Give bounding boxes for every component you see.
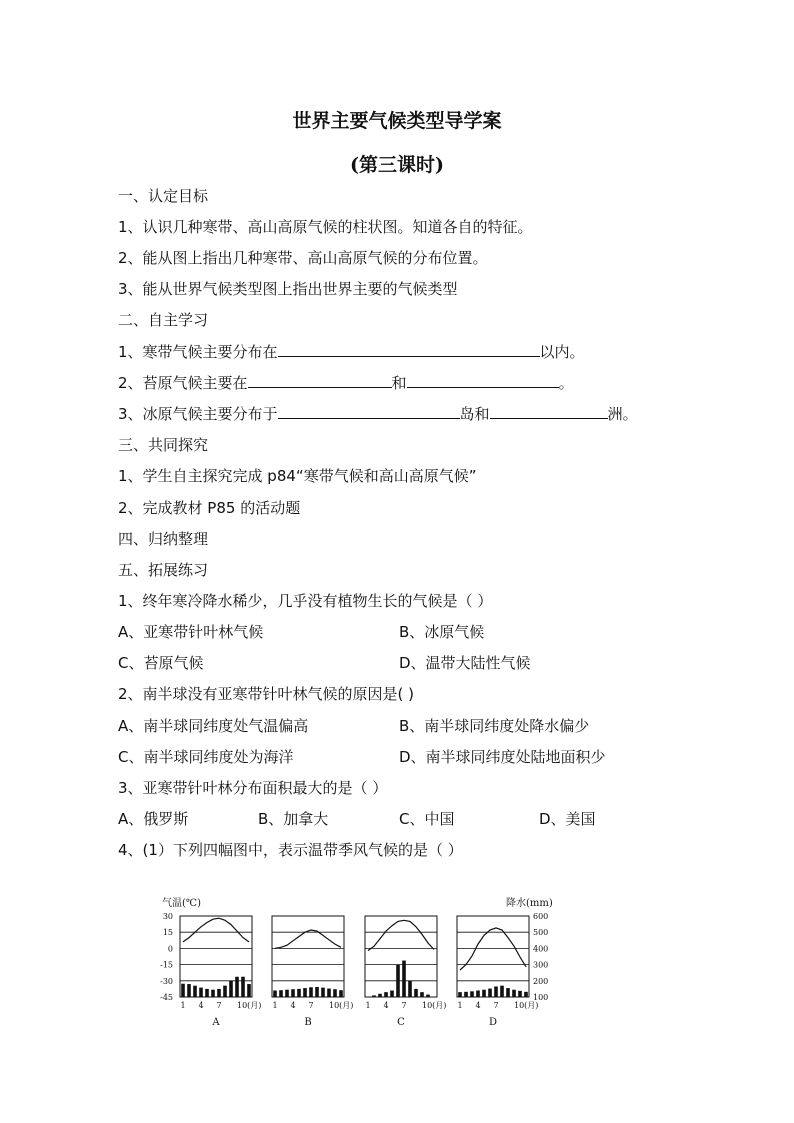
precip-bar <box>241 977 245 997</box>
precip-bar <box>285 990 289 997</box>
precip-bar <box>476 991 480 997</box>
chart-frame <box>457 916 529 997</box>
precip-bar <box>193 986 197 997</box>
precip-bar <box>426 995 430 997</box>
chart-frame <box>365 916 437 997</box>
option-c[interactable]: C、南半球同纬度处为海洋 <box>118 748 294 766</box>
question-text: 2、苔原气候主要在 <box>118 374 248 392</box>
precip-bar <box>205 989 209 997</box>
month-tick-label: 10(月) <box>237 1001 262 1010</box>
precip-bar <box>482 990 486 997</box>
month-tick-label: 1 <box>365 1001 371 1010</box>
objective-item: 1、认识几种寒带、高山高原气候的柱状图。知道各自的特征。 <box>118 218 533 236</box>
option-d[interactable]: D、美国 <box>539 810 596 828</box>
temperature-line <box>460 928 526 970</box>
month-tick-label: 7 <box>216 1001 222 1010</box>
temp-tick-label: -15 <box>160 960 173 970</box>
answer-blank[interactable] <box>490 404 608 419</box>
fill-question <box>118 342 585 362</box>
temperature-line <box>275 930 341 948</box>
page-subtitle: (第三课时) <box>350 154 444 176</box>
precip-bar <box>181 984 185 997</box>
temperature-line <box>183 918 249 942</box>
precip-bar <box>217 989 221 997</box>
precip-bar <box>321 988 325 997</box>
month-tick-label: 7 <box>493 1001 499 1010</box>
precip-bar <box>199 988 203 997</box>
section-heading: 四、归纳整理 <box>118 530 209 548</box>
precip-bar <box>303 988 307 997</box>
precip-bar <box>408 981 412 997</box>
question-text: 。 <box>558 374 574 392</box>
section-heading: 三、共同探究 <box>118 436 209 454</box>
precip-bar <box>291 989 295 997</box>
objective-item: 2、能从图上指出几种寒带、高山高原气候的分布位置。 <box>118 249 488 267</box>
precip-tick-label: 100 <box>533 993 549 1002</box>
section-heading: 一、认定目标 <box>118 187 209 205</box>
precip-tick-label: 600 <box>533 912 549 921</box>
month-tick-label: 1 <box>180 1001 186 1010</box>
temp-tick-label: 0 <box>167 944 173 954</box>
month-tick-label: 7 <box>308 1001 314 1010</box>
month-tick-label: 10(月) <box>422 1001 447 1010</box>
precip-bar <box>458 992 462 997</box>
precip-bar <box>488 989 492 997</box>
question-text: 洲。 <box>607 405 638 423</box>
month-tick-label: 4 <box>198 1001 204 1010</box>
precip-tick-label: 300 <box>533 960 549 970</box>
temp-tick-label: 15 <box>162 928 173 938</box>
panel-label: C <box>397 1017 405 1028</box>
precip-bar <box>500 986 504 997</box>
question-text: 岛和 <box>459 405 490 423</box>
question-stem: 2、南半球没有亚寒带针叶林气候的原因是( ) <box>118 685 415 703</box>
precip-bar <box>315 987 319 997</box>
question-stem: 1、终年寒冷降水稀少，几乎没有植物生长的气候是（ ） <box>118 592 493 610</box>
answer-blank[interactable] <box>248 373 392 388</box>
precip-bar <box>402 961 406 997</box>
temperature-line <box>368 920 434 950</box>
precip-bar <box>494 986 498 997</box>
temp-axis-title: 气温(℃) <box>162 898 201 909</box>
panel-label: D <box>488 1017 498 1028</box>
answer-blank[interactable] <box>407 373 559 388</box>
option-a[interactable]: A、亚寒带针叶林气候 <box>118 623 264 641</box>
precip-bar <box>372 995 376 997</box>
task-item: 1、学生自主探究完成 p84“寒带气候和高山高原气候” <box>118 467 477 485</box>
month-tick-label: 10(月) <box>329 1001 354 1010</box>
fill-question <box>118 404 638 424</box>
answer-blank[interactable] <box>278 404 460 419</box>
precip-bar <box>464 992 468 997</box>
precip-tick-label: 400 <box>533 944 549 954</box>
question-text: 1、寒带气候主要分布在 <box>118 343 278 361</box>
precip-axis-title: 降水(mm) <box>506 898 553 909</box>
question-stem: 3、亚寒带针叶林分布面积最大的是（ ） <box>118 779 388 797</box>
precip-bar <box>414 989 418 997</box>
option-b[interactable]: B、南半球同纬度处降水偏少 <box>399 717 590 735</box>
precip-bar <box>309 987 313 997</box>
panel-label: B <box>304 1017 312 1028</box>
precip-bar <box>273 991 277 997</box>
month-tick-label: 1 <box>457 1001 463 1010</box>
precip-bar <box>378 994 382 997</box>
objective-item: 3、能从世界气候类型图上指出世界主要的气候类型 <box>118 280 458 298</box>
option-c[interactable]: C、中国 <box>399 810 455 828</box>
month-tick-label: 10(月) <box>514 1001 539 1010</box>
precip-bar <box>396 965 400 997</box>
month-tick-label: 4 <box>383 1001 389 1010</box>
task-item: 2、完成教材 P85 的活动题 <box>118 499 301 517</box>
question-stem: 4、(1）下列四幅图中，表示温带季风气候的是（ ） <box>118 841 463 859</box>
temp-tick-label: -30 <box>160 976 173 986</box>
precip-bar <box>211 990 215 997</box>
panel-label: A <box>212 1017 220 1028</box>
month-tick-label: 4 <box>475 1001 481 1010</box>
month-tick-label: 4 <box>290 1001 296 1010</box>
climate-charts <box>150 892 560 1032</box>
option-b[interactable]: B、冰原气候 <box>399 623 485 641</box>
section-heading: 五、拓展练习 <box>118 561 209 579</box>
precip-bar <box>229 981 233 997</box>
option-a[interactable]: A、俄罗斯 <box>118 810 189 828</box>
option-b[interactable]: B、加拿大 <box>258 810 329 828</box>
precip-bar <box>187 984 191 997</box>
option-d[interactable]: D、南半球同纬度处陆地面积少 <box>399 748 606 766</box>
precip-bar <box>524 992 528 997</box>
precip-bar <box>223 986 227 997</box>
section-heading: 二、自主学习 <box>118 311 209 329</box>
fill-question <box>118 373 574 393</box>
precip-bar <box>420 992 424 997</box>
precip-bar <box>297 989 301 997</box>
precip-bar <box>279 990 283 997</box>
precip-tick-label: 500 <box>533 928 549 938</box>
precip-bar <box>327 989 331 997</box>
precip-bar <box>339 990 343 997</box>
answer-blank[interactable] <box>278 342 540 357</box>
month-tick-label: 1 <box>272 1001 278 1010</box>
precip-bar <box>512 990 516 997</box>
page-title: 世界主要气候类型导学案 <box>292 110 502 132</box>
precip-bar <box>235 977 239 997</box>
precip-bar <box>470 991 474 997</box>
precip-bar <box>390 991 394 997</box>
option-c[interactable]: C、苔原气候 <box>118 654 204 672</box>
option-d[interactable]: D、温带大陆性气候 <box>399 654 531 672</box>
precip-bar <box>518 991 522 997</box>
temp-tick-label: -45 <box>160 993 173 1002</box>
precip-bar <box>506 988 510 997</box>
option-a[interactable]: A、南半球同纬度处气温偏高 <box>118 717 309 735</box>
precip-tick-label: 200 <box>533 976 549 986</box>
temp-tick-label: 30 <box>162 912 173 921</box>
question-text: 和 <box>391 374 407 392</box>
precip-bar <box>247 984 251 997</box>
question-text: 以内。 <box>539 343 585 361</box>
question-text: 3、冰原气候主要分布于 <box>118 405 278 423</box>
chart-frame <box>272 916 344 997</box>
month-tick-label: 7 <box>401 1001 407 1010</box>
precip-bar <box>384 992 388 997</box>
precip-bar <box>333 989 337 997</box>
